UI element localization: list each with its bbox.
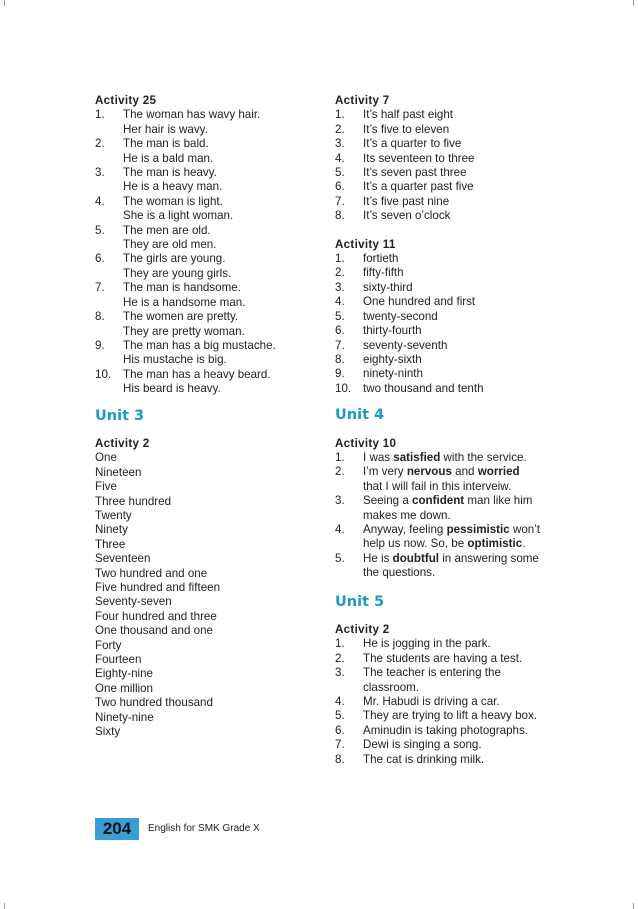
item-line-2: She is a light woman.	[123, 209, 234, 223]
item-text	[123, 368, 271, 397]
item-line-2: the questions.	[363, 566, 436, 580]
item-text	[363, 652, 522, 666]
activity-25-list	[95, 108, 300, 396]
item-number: 8.	[335, 352, 345, 366]
item-text	[123, 195, 233, 224]
list-item	[335, 523, 560, 552]
list-item	[95, 339, 300, 368]
list-item	[335, 666, 560, 695]
list-item: Seventeen	[95, 552, 151, 566]
item-number: 8.	[335, 209, 345, 223]
item-line-1: It’s five to eleven	[363, 122, 450, 136]
item-line-2: His beard is heavy.	[123, 382, 221, 396]
list-item	[335, 339, 560, 353]
item-text	[363, 166, 467, 180]
item-line-1: It’s a quarter to five	[363, 137, 462, 151]
activity-2-unit5-title: Activity 2	[335, 623, 390, 636]
item-number: 4.	[335, 151, 345, 165]
item-number: 7.	[95, 281, 105, 295]
item-text	[123, 166, 222, 195]
list-item	[335, 724, 560, 738]
item-line-1	[363, 465, 520, 479]
item-line-1	[363, 552, 539, 566]
item-text	[363, 552, 539, 581]
item-text	[123, 108, 260, 137]
list-item	[95, 368, 300, 397]
item-line-1: It’s half past eight	[363, 108, 454, 122]
item-line-2: They are pretty woman.	[123, 324, 245, 338]
list-item: Twenty	[95, 508, 132, 522]
list-item: Five	[95, 480, 117, 494]
item-text	[363, 451, 527, 465]
left-column	[95, 94, 300, 739]
item-text	[123, 137, 213, 166]
bold-word: pessimistic	[446, 522, 510, 536]
item-text	[363, 108, 453, 122]
list-item	[335, 295, 560, 309]
item-number: 3.	[335, 137, 345, 151]
item-number: 3.	[95, 166, 105, 180]
activity-2-unit5-list	[335, 637, 560, 767]
item-line-1: They are trying to lift a heavy box.	[363, 709, 537, 723]
item-number: 2.	[335, 266, 345, 280]
list-item	[95, 195, 300, 224]
item-text	[363, 266, 404, 280]
item-line-1: sixty-third	[363, 280, 413, 294]
list-item	[95, 166, 300, 195]
item-line-1: fortieth	[363, 252, 399, 266]
activity-11-title: Activity 11	[335, 237, 396, 251]
item-line-2: He is a handsome man.	[123, 295, 246, 309]
item-line-1: One hundred and first	[363, 295, 476, 309]
list-item	[335, 195, 560, 209]
list-item	[335, 137, 560, 151]
list-item: Five hundred and fifteen	[95, 581, 221, 594]
item-line-2: that I will fail in this interveiw.	[363, 479, 512, 493]
item-line-2: classroom.	[363, 680, 420, 694]
list-item	[335, 266, 560, 280]
list-item	[335, 209, 560, 223]
item-number: 4.	[335, 295, 345, 309]
list-item	[335, 123, 560, 137]
item-line-1: The students are having a test.	[363, 651, 523, 665]
item-number: 5.	[95, 223, 105, 237]
item-line-2: They are young girls.	[123, 266, 232, 280]
item-number: 2.	[95, 137, 105, 151]
activity-7-list	[335, 108, 560, 223]
activity-10-list	[335, 451, 560, 581]
item-number: 1.	[335, 108, 345, 122]
bold-word: confident	[412, 494, 465, 508]
item-line-2: They are old men.	[123, 238, 217, 252]
list-item	[335, 252, 560, 266]
item-text	[363, 152, 475, 166]
item-number: 9.	[95, 338, 105, 352]
unit-3-heading: Unit 3	[95, 407, 145, 424]
activity-7-title: Activity 7	[335, 94, 390, 107]
item-line-1: fifty-fifth	[363, 266, 404, 280]
item-number: 3.	[335, 494, 345, 508]
item-number: 3.	[335, 280, 345, 294]
item-line-2: He is a bald man.	[123, 151, 214, 165]
item-text	[363, 137, 461, 151]
item-text	[363, 180, 474, 194]
item-line-1: The men are old.	[123, 223, 211, 237]
item-text	[363, 465, 520, 494]
item-text	[363, 367, 423, 381]
item-line-1: two thousand and tenth	[363, 381, 484, 395]
list-item	[95, 281, 300, 310]
text-segment: with the service.	[440, 450, 527, 464]
item-line-2	[363, 537, 540, 551]
activity-11-list	[335, 252, 560, 396]
text-segment: in answering some	[439, 551, 539, 565]
item-line-1	[363, 451, 527, 465]
item-number: 6.	[335, 723, 345, 737]
item-number: 6.	[335, 324, 345, 338]
item-number: 9.	[335, 367, 345, 381]
item-number: 1.	[95, 108, 105, 122]
item-text	[363, 123, 449, 137]
item-text	[123, 339, 276, 368]
item-text	[363, 494, 532, 523]
list-item: Eighty-nine	[95, 667, 154, 681]
item-number: 10.	[335, 381, 352, 395]
list-item	[335, 637, 560, 651]
item-number: 2.	[335, 651, 345, 665]
item-text	[363, 724, 528, 738]
item-line-1: It’s seven past three	[363, 166, 467, 180]
item-number: 3.	[335, 666, 345, 680]
item-line-1: It’s seven o’clock	[363, 209, 451, 223]
unit-4-heading: Unit 4	[335, 407, 385, 424]
activity-10-title: Activity 10	[335, 436, 397, 450]
item-number: 4.	[335, 695, 345, 709]
item-number: 4.	[95, 194, 105, 208]
activity-25-title: Activity 25	[95, 94, 157, 107]
item-line-1: Aminudin is taking photographs.	[363, 723, 528, 737]
item-line-1: eighty-sixth	[363, 352, 422, 366]
item-line-2: His mustache is big.	[123, 353, 227, 367]
list-item: Four hundred and three	[95, 609, 217, 623]
list-item	[335, 652, 560, 666]
text-segment: help us now. So, be	[363, 537, 468, 551]
item-line-1: The teacher is entering the	[363, 666, 501, 680]
list-item	[95, 224, 300, 253]
list-item	[335, 367, 560, 381]
activity-2-title: Activity 2	[95, 436, 150, 450]
list-item: Ninety	[95, 523, 128, 537]
list-item	[95, 108, 300, 137]
item-text	[363, 339, 447, 353]
item-line-1	[363, 523, 540, 537]
list-item: Nineteen	[95, 465, 142, 479]
list-item	[95, 137, 300, 166]
list-item	[95, 310, 300, 339]
list-item	[335, 465, 560, 494]
page-number-badge: 204	[95, 818, 139, 840]
item-number: 4.	[335, 522, 345, 536]
item-line-1: It’s a quarter past five	[363, 180, 474, 194]
list-item	[335, 753, 560, 767]
item-text	[123, 310, 245, 339]
item-number: 7.	[335, 194, 345, 208]
item-line-2: He is a heavy man.	[123, 180, 223, 194]
item-number: 6.	[95, 252, 105, 266]
item-line-1: twenty-second	[363, 309, 438, 323]
item-line-1: The man has a heavy beard.	[123, 367, 271, 381]
item-line-1: He is jogging in the park.	[363, 637, 491, 651]
item-line-1: It’s five past nine	[363, 194, 450, 208]
item-line-1: The cat is drinking milk.	[363, 752, 485, 766]
item-text	[363, 195, 449, 209]
list-item: Two hundred thousand	[95, 696, 213, 710]
list-item: Two hundred and one	[95, 566, 208, 580]
item-number: 10.	[95, 367, 112, 381]
unit-5-heading: Unit 5	[335, 593, 385, 610]
item-number: 8.	[335, 752, 345, 766]
bold-word: doubtful	[392, 551, 439, 565]
item-line-1: The man is handsome.	[123, 281, 241, 295]
item-number: 1.	[335, 252, 345, 266]
list-item	[335, 451, 560, 465]
item-line-1: The woman is light.	[123, 194, 223, 208]
item-line-1: Dewi is singing a song.	[363, 738, 482, 752]
item-number: 6.	[335, 180, 345, 194]
list-item: Forty	[95, 638, 122, 652]
text-segment: He is	[363, 551, 393, 565]
text-segment: I’m very	[363, 465, 407, 479]
list-item	[95, 252, 300, 281]
list-item: One thousand and one	[95, 624, 213, 638]
item-number: 2.	[335, 465, 345, 479]
activity-2-list	[95, 451, 300, 739]
item-text	[363, 324, 422, 338]
item-number: 8.	[95, 310, 105, 324]
item-text	[363, 695, 500, 709]
item-line-1: The woman has wavy hair.	[123, 108, 261, 122]
bold-word: optimistic	[467, 537, 523, 551]
item-line-1: The women are pretty.	[123, 310, 239, 324]
item-line-1: The man is heavy.	[123, 166, 217, 180]
list-item	[335, 709, 560, 723]
bold-word: nervous	[406, 465, 452, 479]
item-text	[363, 353, 422, 367]
text-segment: .	[522, 537, 526, 551]
item-text	[363, 738, 482, 752]
item-text	[363, 209, 450, 223]
list-item: One million	[95, 681, 153, 695]
text-segment: and	[451, 465, 478, 479]
item-text	[363, 281, 413, 295]
item-text	[123, 281, 245, 310]
book-title: English for SMK Grade X	[148, 823, 260, 834]
list-item	[335, 382, 560, 396]
crop-mark	[4, 903, 5, 909]
item-line-2: Her hair is wavy.	[123, 122, 208, 136]
list-item: Three	[95, 537, 126, 551]
item-number: 5.	[335, 166, 345, 180]
list-item	[335, 281, 560, 295]
crop-mark	[633, 0, 634, 6]
list-item	[335, 324, 560, 338]
list-item: Ninety-nine	[95, 710, 154, 724]
item-text	[363, 252, 398, 266]
item-number: 5.	[335, 551, 345, 565]
list-item: Seventy-seven	[95, 595, 172, 609]
item-number: 5.	[335, 709, 345, 723]
list-item: One	[95, 451, 117, 465]
bold-word: worried	[477, 465, 520, 479]
item-text	[123, 252, 231, 281]
item-line-1: Its seventeen to three	[363, 151, 475, 165]
item-number: 7.	[335, 738, 345, 752]
list-item	[335, 108, 560, 122]
list-item	[335, 494, 560, 523]
item-text	[363, 709, 537, 723]
list-item: Three hundred	[95, 494, 172, 508]
item-text	[363, 523, 540, 552]
list-item: Fourteen	[95, 653, 142, 667]
item-line-2: makes me down.	[363, 508, 451, 522]
item-number: 1.	[335, 450, 345, 464]
item-text	[363, 637, 491, 651]
text-segment: won’t	[509, 522, 541, 536]
right-column	[335, 94, 560, 767]
item-text	[363, 753, 484, 767]
item-line-1: Mr. Habudi is driving a car.	[363, 695, 500, 709]
list-item	[335, 310, 560, 324]
crop-mark	[633, 903, 634, 909]
text-segment: man like him	[464, 494, 533, 508]
item-line-1: The man is bald.	[123, 137, 209, 151]
item-line-1	[363, 494, 532, 508]
item-line-1: ninety-ninth	[363, 367, 423, 381]
list-item: Sixty	[95, 725, 121, 739]
item-number: 5.	[335, 309, 345, 323]
list-item	[335, 152, 560, 166]
item-text	[363, 666, 501, 695]
item-number: 7.	[335, 338, 345, 352]
text-segment: I was	[363, 450, 394, 464]
text-segment: Anyway, feeling	[363, 522, 447, 536]
item-text	[123, 224, 216, 253]
item-number: 2.	[335, 122, 345, 136]
text-segment: Seeing a	[363, 494, 412, 508]
list-item	[335, 552, 560, 581]
bold-word: satisfied	[393, 450, 441, 464]
list-item	[335, 738, 560, 752]
crop-mark	[4, 0, 5, 6]
item-text	[363, 382, 484, 396]
item-text	[363, 295, 475, 309]
item-number: 1.	[335, 637, 345, 651]
list-item	[335, 166, 560, 180]
list-item	[335, 695, 560, 709]
item-line-1: The girls are young.	[123, 252, 226, 266]
list-item	[335, 353, 560, 367]
item-line-1: thirty-fourth	[363, 324, 422, 338]
item-line-1: seventy-seventh	[363, 338, 448, 352]
item-text	[363, 310, 438, 324]
list-item	[335, 180, 560, 194]
item-line-1: The man has a big mustache.	[123, 338, 276, 352]
